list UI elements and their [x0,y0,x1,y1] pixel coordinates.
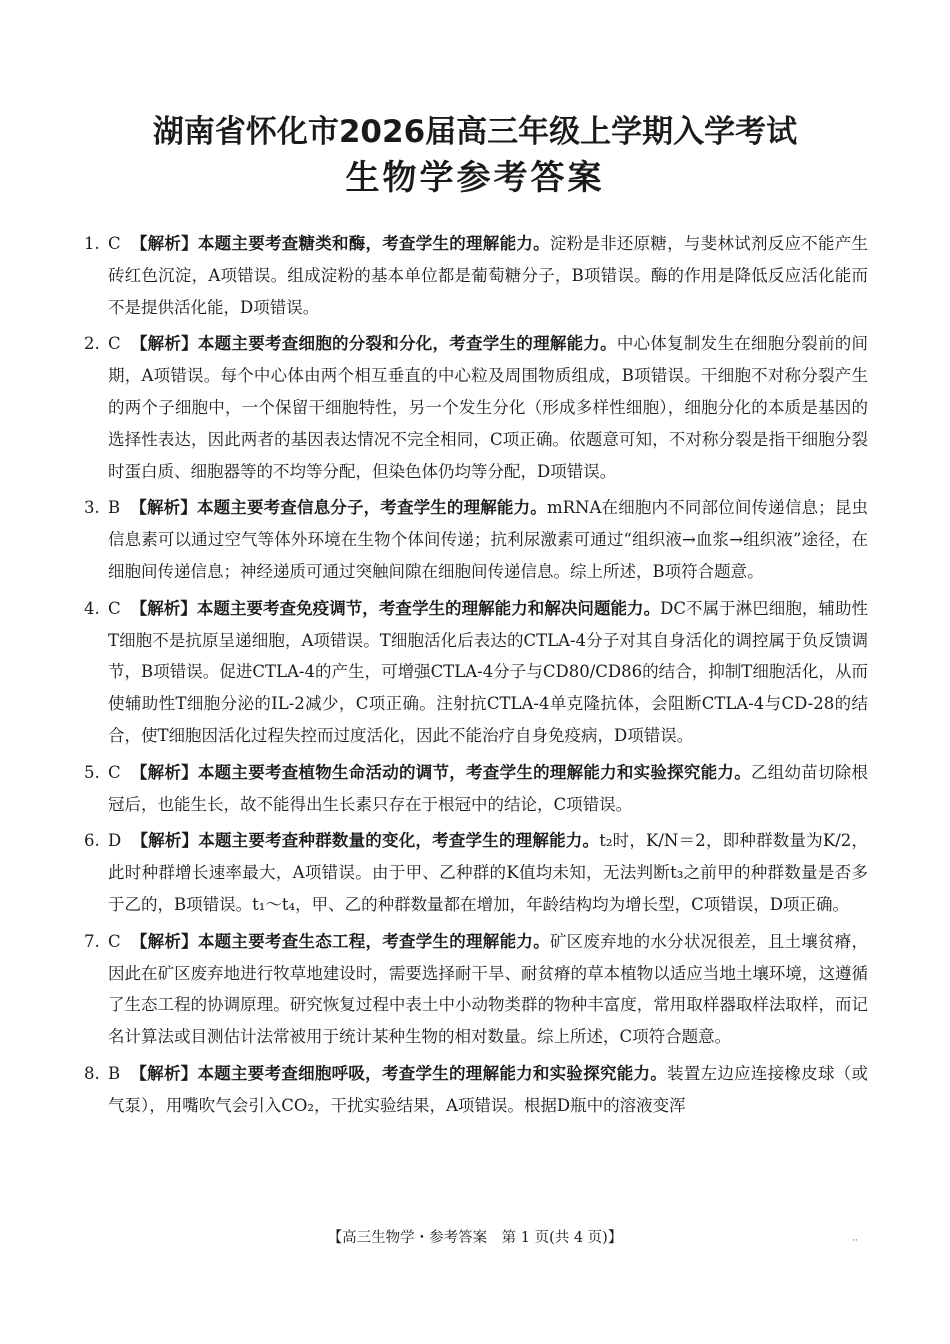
item-analysis-heading: 【解析】本题主要考查生态工程，考查学生的理解能力。 [130,931,550,951]
item-analysis-heading: 【解析】本题主要考查种群数量的变化，考查学生的理解能力。 [131,831,600,851]
item-answer: C [108,234,121,253]
item-analysis-text: 乙组幼苗切除根冠后，也能生长，故不能得出生长素只存在于根冠中的结论，C项错误。 [108,762,869,814]
item-analysis-heading: 【解析】本题主要考查细胞呼吸，考查学生的理解能力和实验探究能力。 [130,1063,668,1083]
page-subtitle: 生物学参考答案 [345,158,605,198]
item-answer: C [108,931,121,951]
item-number: 4. [84,598,100,618]
corner-mark: ·· [852,1236,858,1246]
answer-list [84,228,868,1127]
item-answer: B [108,498,121,518]
item-analysis-text: 淀粉是非还原糖，与斐林试剂反应不能产生砖红色沉淀，A项错误。组成淀粉的基本单位都是葡萄糖分子，B项错误。酶的作用是降低反应活化能而不是提供活化能，D项错误。 [108,234,869,317]
item-analysis-text: mRNA在细胞内不同部位间传递信息；昆虫信息素可以通过空气等体外环境在生物个体间传递；抗利尿激素可通过“组织液→血浆→组织液”途径，在细胞间传递信息；神经递质可通过突触间隙在细胞间传递信息。综上所述，B项符合题意。 [108,498,868,581]
answer-item-2 [84,328,868,487]
item-analysis-text: t₂时，K/N＝2，即种群数量为K/2，此时种群增长速率最大，A项错误。由于甲、乙种群的K值均未知，无法判断t₃之前甲的种群数量是否多于乙的，B项错误。t₁～t₄，甲、乙的种群数量都在增加，年龄结构均为增长型，C项错误，D项正确。 [108,831,869,914]
answer-item-3 [84,492,868,587]
item-analysis-text: 中心体复制发生在细胞分裂前的间期，A项错误。每个中心体由两个相互垂直的中心粒及周围物质组成，B项错误。干细胞不对称分裂产生的两个子细胞中，一个保留干细胞特性，另一个发生分化（形成多样性细胞），细胞分化的本质是基因的选择性表达，因此两者的基因表达情况不完全相同，C项正确。依题意可知，不对称分裂是指干细胞分裂时蛋白质、细胞器等的不均等分配，但染色体仍均等分配，D项错误。 [108,334,869,481]
item-answer: D [108,831,122,851]
item-analysis-text: 装置左边应连接橡皮球（或气泵），用嘴吹气会引入CO₂，干扰实验结果，A项错误。根据D瓶中的溶液变浑 [108,1063,869,1115]
item-analysis-heading: 【解析】本题主要考查细胞的分裂和分化，考查学生的理解能力。 [130,334,617,354]
item-analysis-text: 矿区废弃地的水分状况很差，且土壤贫瘠，因此在矿区废弃地进行牧草地建设时，需要选择耐干旱、耐贫瘠的草本植物以适应当地土壤环境，这遵循了生态工程的协调原理。研究恢复过程中表土中小动物类群的物种丰富度，常用取样器取样法取样，而记名计算法或目测估计法常被用于统计某种生物的相对数量。综上所述，C项符合题意。 [108,931,869,1047]
answer-item-4 [84,593,868,752]
item-answer: B [108,1063,121,1083]
item-analysis-heading: 【解析】本题主要考查信息分子，考查学生的理解能力。 [130,498,547,518]
page-footer: 【高三生物学・参考答案 第 1 页(共 4 页)】 [327,1230,623,1246]
item-analysis-heading: 【解析】本题主要考查糖类和酶，考查学生的理解能力。 [130,234,550,253]
answer-item-6 [84,825,868,920]
answer-item-7 [84,926,868,1053]
answer-item-8 [84,1058,868,1122]
item-number: 8. [84,1063,100,1083]
item-analysis-text: DC不属于淋巴细胞，辅助性T细胞不是抗原呈递细胞，A项错误。T细胞活化后表达的CTLA-4分子对其自身活化的调控属于负反馈调节，B项错误。促进CTLA-4的产生，可增强CTLA-4分子与CD80/CD86的结合，抑制T细胞活化，从而使辅助性T细胞分泌的IL-2减少，C项正确。注射抗CTLA-4单克隆抗体，会阻断CTLA-4与CD-28的结合，使T细胞因活化过程失控而过度活化，因此不能治疗自身免疫病，D项错误。 [108,598,868,745]
item-analysis-heading: 【解析】本题主要考查免疫调节，考查学生的理解能力和解决问题能力。 [130,598,661,618]
item-answer: C [108,334,121,354]
item-answer: C [108,762,121,782]
answer-item-5 [84,757,868,821]
answer-item-1 [84,228,868,323]
item-analysis-heading: 【解析】本题主要考查植物生命活动的调节，考查学生的理解能力和实验探究能力。 [130,762,751,782]
item-number: 5. [84,762,100,782]
page-title: 湖南省怀化市2026届高三年级上学期入学考试 [152,114,798,150]
item-number: 7. [84,931,100,951]
item-answer: C [108,598,121,618]
item-number: 1. [84,234,100,253]
item-number: 3. [84,498,100,518]
item-number: 2. [84,334,100,354]
item-number: 6. [84,831,100,851]
